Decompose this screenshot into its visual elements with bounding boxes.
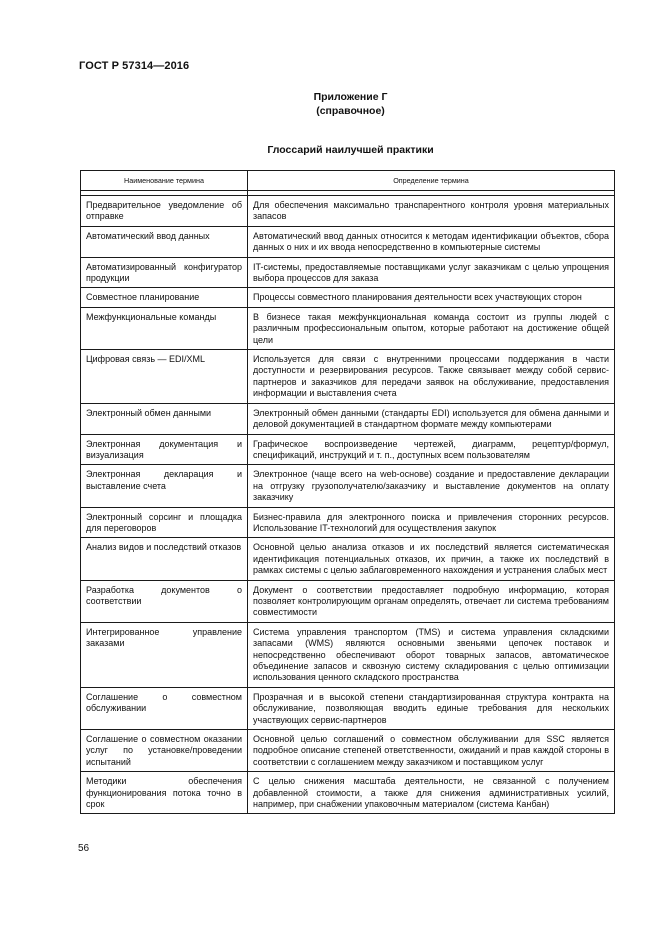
term-cell: Электронный сорсинг и площадка для переговоров (81, 507, 248, 538)
glossary-title: Глоссарий наилучшей практики (267, 144, 434, 156)
definition-cell: Электронное (чаще всего на web-основе) создание и предоставление декларации на отгрузку грузополучателю/заказчику и выставление документов на оплату заказчику (248, 465, 615, 507)
definition-cell: Система управления транспортом (TMS) и система управления складскими запасами (WMS) являются основными звеньями цепочек поставок и непосредственно обеспечивают оборот товарных запасов, автоматическое объединение запасов и сквозную систему складирования с целью оптимизации использования ценного складского пространства (248, 622, 615, 687)
table-row (81, 538, 615, 580)
table-row (81, 772, 615, 814)
definition-cell: Прозрачная и в высокой степени стандартизированная структура контракта на обслуживание, позволяющая вводить единые требования для нескольких участвующих сервис-партнеров (248, 687, 615, 729)
term-cell: Автоматизированный конфигуратор продукции (81, 257, 248, 288)
definition-cell: Электронный обмен данными (стандарты EDI) используется для обмена данными и деловой документацией в стандартном формате между компьютерами (248, 403, 615, 434)
definition-cell: Основной целью анализа отказов и их последствий является систематическая идентификация потенциальных отказов, их причин, а также их последствий в рамках системы с целью заблаговременного нахождения и устранения слабых мест (248, 538, 615, 580)
table-row (81, 307, 615, 349)
term-cell: Совместное планирование (81, 288, 248, 307)
table-row (81, 288, 615, 307)
table-row (81, 257, 615, 288)
definition-cell: Основной целью соглашений о совместном обслуживании для SSC является подробное описание степеней ответственности, ожиданий и прав каждой стороны в соответствии с соглашением между заказчиком и поставщиком услуг (248, 730, 615, 772)
term-cell: Соглашение о совместном обслуживании (81, 687, 248, 729)
term-cell: Цифровая связь — EDI/XML (81, 350, 248, 404)
definition-cell: Бизнес-правила для электронного поиска и привлечения сторонних ресурсов. Использование IT-технологий для осуществления закупок (248, 507, 615, 538)
definition-cell: Процессы совместного планирования деятельности всех участвующих сторон (248, 288, 615, 307)
document-header: ГОСТ Р 57314—2016 (79, 60, 190, 72)
term-cell: Интегрированное управление заказами (81, 622, 248, 687)
table-header-row (81, 171, 615, 191)
table-row (81, 403, 615, 434)
page-number: 56 (78, 843, 90, 854)
table-row (81, 434, 615, 465)
definition-cell: Графическое воспроизведение чертежей, диаграмм, рецептур/формул, спецификаций, инструкций и т. п., доступных всем пользователям (248, 434, 615, 465)
table-row (81, 196, 615, 227)
glossary-body (81, 191, 615, 814)
column-header-term: Наименование термина (81, 171, 248, 191)
definition-cell: Используется для связи с внутренними процессами поддержания в части доступности и резервирования ресурсов. Также связывает между собой сервис-партнеров и заказчиков для передачи заявок на обслуживание, предоставления информации и выставления счета (248, 350, 615, 404)
term-cell: Предварительное уведомление об отправке (81, 196, 248, 227)
definition-cell: Для обеспечения максимально транспарентного контроля уровня материальных запасов (248, 196, 615, 227)
table-row (81, 687, 615, 729)
term-cell: Электронный обмен данными (81, 403, 248, 434)
table-row (81, 622, 615, 687)
term-cell: Разработка документов о соответствии (81, 580, 248, 622)
term-cell: Анализ видов и последствий отказов (81, 538, 248, 580)
table-row (81, 465, 615, 507)
definition-cell: Документ о соответствии предоставляет подробную информацию, которая позволяет контролирующим органам определять, отвечает ли система требованиям совместимости (248, 580, 615, 622)
appendix-heading (0, 90, 661, 118)
glossary-table (80, 170, 615, 814)
term-cell: Электронная документация и визуализация (81, 434, 248, 465)
term-cell: Межфункциональные команды (81, 307, 248, 349)
definition-cell: Автоматический ввод данных относится к методам идентификации объектов, сбора данных о них и их ввода непосредственно в компьютерные системы (248, 226, 615, 257)
definition-cell: В бизнесе такая межфункциональная команда состоит из группы людей с различным профессиональным опытом, которые работают на достижение общей цели (248, 307, 615, 349)
term-cell: Электронная декларация и выставление счета (81, 465, 248, 507)
appendix-title: Приложение Г (313, 91, 388, 103)
term-cell: Автоматический ввод данных (81, 226, 248, 257)
table-row (81, 350, 615, 404)
table-row (81, 507, 615, 538)
table-row (81, 580, 615, 622)
table-row (81, 226, 615, 257)
definition-cell: IT-системы, предоставляемые поставщиками услуг заказчикам с целью упрощения выбора процессов для заказа (248, 257, 615, 288)
column-header-definition: Определение термина (248, 171, 615, 191)
term-cell: Методики обеспечения функционирования потока точно в срок (81, 772, 248, 814)
term-cell: Соглашение о совместном оказании услуг по установке/проведении испытаний (81, 730, 248, 772)
appendix-subtitle: (справочное) (316, 105, 385, 117)
definition-cell: С целью снижения масштаба деятельности, не связанной с получением добавленной стоимости, а также для снижения административных усилий, например, при снабжении упаковочным материалом (система Канбан) (248, 772, 615, 814)
table-row (81, 730, 615, 772)
